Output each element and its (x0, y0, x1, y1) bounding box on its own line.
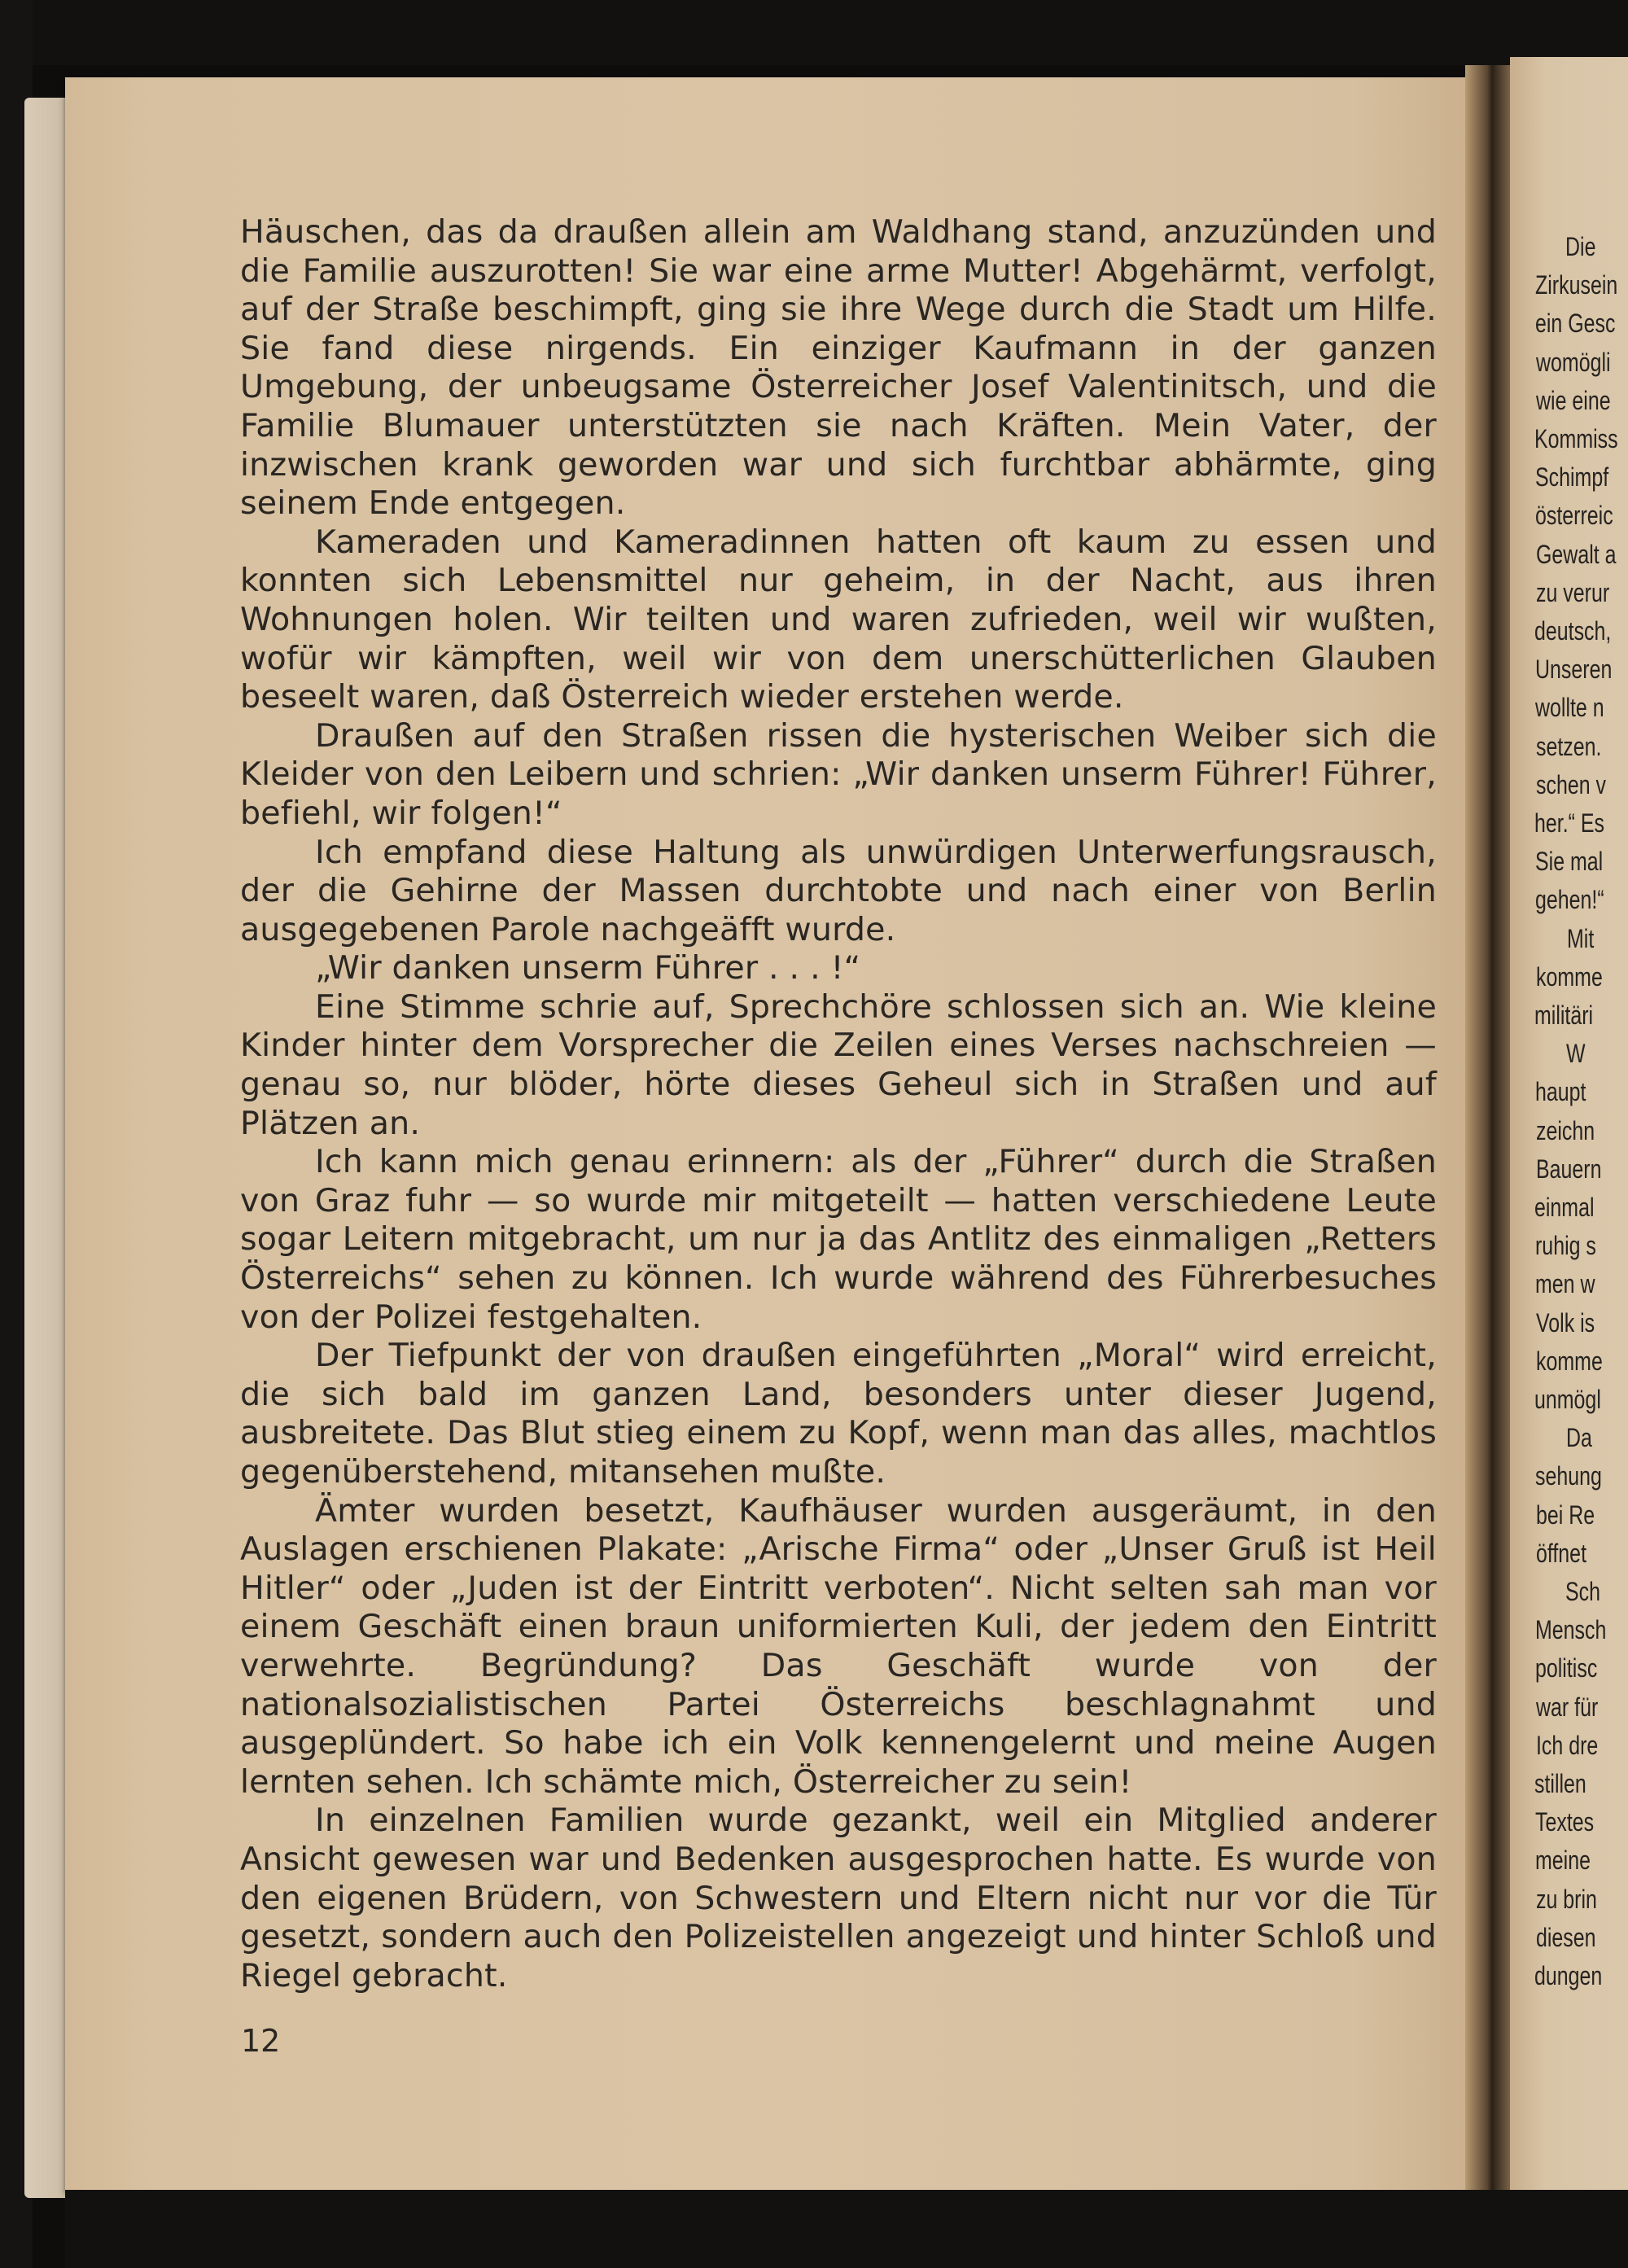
facing-page-line: politisc (1535, 1653, 1598, 1683)
facing-page-line: Mensch (1534, 1615, 1606, 1645)
paragraph: Eine Stimme schrie auf, Sprechchöre schlossen sich an. Wie kleine Kinder hinter dem Vorsprecher die Zeilen eines Verses nachschreien — genau so, nur blöder, hörte dieses Geheul sich in Straßen und auf Plätzen an. (240, 987, 1437, 1142)
paragraph: Der Tiefpunkt der von draußen eingeführten „Moral“ wird erreicht, die sich bald im ganzen Land, besonders unter dieser Jugend, ausbreitete. Das Blut stieg einem zu Kopf, wenn man das alles, machtlos gegenüberstehend, mitansehen mußte. (240, 1337, 1437, 1491)
paragraph: Häuschen, das da draußen allein am Waldhang stand, anzuzünden und die Familie auszurotten! Sie war eine arme Mutter! Abgehärmt, verfolgt, auf der Straße beschimpft, ging sie ihre Wege durch die Stadt um Hilfe. Sie fand diese nirgends. Ein einziger Kaufmann in der ganzen Umgebung, der unbeugsame Österreicher Josef Valentinitsch, und die Familie Blumauer unterstützten sie nach Kräften. Mein Vater, der inzwischen krank geworden war und sich furchtbar abhärmte, ging seinem Ende entgegen. (240, 213, 1437, 523)
page-text (240, 213, 1437, 1995)
facing-page-line: stillen (1534, 1769, 1586, 1798)
facing-page-line: zeichn (1535, 1115, 1595, 1145)
facing-page-line: komme (1536, 1346, 1604, 1376)
facing-page-line: schen v (1536, 769, 1607, 799)
facing-page-line: Kommiss (1534, 424, 1618, 453)
facing-page-line: komme (1536, 961, 1604, 992)
dark-background-top (0, 0, 1628, 65)
paragraph: Draußen auf den Straßen rissen die hysterischen Weiber sich die Kleider von den Leibern und schrien: „Wir danken unserm Führer! Führer, befiehl, wir folgen!“ (240, 716, 1437, 832)
facing-page-line: öffnet (1536, 1538, 1587, 1568)
facing-page-line: zu brin (1535, 1884, 1597, 1914)
facing-page-line: Sie mal (1534, 847, 1603, 877)
facing-page-line: war für (1535, 1692, 1599, 1722)
book-gutter (1465, 65, 1514, 2214)
facing-page-line: einmal (1534, 1193, 1595, 1222)
facing-page-line: Da (1565, 1423, 1592, 1453)
facing-page-text (1534, 232, 1628, 2104)
facing-page-line: womögli (1535, 347, 1611, 377)
facing-page-line: bei Re (1535, 1500, 1595, 1530)
facing-page-line: men w (1535, 1269, 1595, 1299)
facing-page-line: sehung (1535, 1461, 1603, 1491)
paragraph: In einzelnen Familien wurde gezankt, weil ein Mitglied anderer Ansicht gewesen war und Bedenken ausgesprochen hatte. Es wurde von den eigenen Brüdern, von Schwestern und Eltern nicht nur vor die Tür gesetzt, sondern auch den Polizeistellen angezeigt und hinter Schloß und Riegel gebracht. (240, 1802, 1437, 1994)
facing-page-line: wie eine (1536, 385, 1611, 415)
facing-page-line: österreic (1535, 501, 1613, 531)
facing-page-line: Zirkusein (1534, 270, 1617, 300)
facing-page-line: Die (1565, 232, 1596, 261)
facing-page-line: unmögl (1534, 1385, 1601, 1414)
facing-page-line: meine (1535, 1845, 1591, 1876)
facing-page-line: gehen!“ (1535, 885, 1604, 915)
facing-page-line: ein Gesc (1535, 309, 1616, 339)
facing-page-line: Bauern (1536, 1154, 1602, 1184)
facing-page-line: diesen (1536, 1922, 1596, 1952)
paragraph: Kameraden und Kameradinnen hatten oft kaum zu essen und konnten sich Lebensmittel nur geheim, in der Nacht, aus ihren Wohnungen holen. Wir teilten und waren zufrieden, weil wir wußten, wofür wir kämpften, weil wir von dem unerschütterlichen Glauben beseelt waren, daß Österreich wieder erstehen werde. (240, 523, 1437, 716)
paragraph: Ich kann mich genau erinnern: als der „Führer“ durch die Straßen von Graz fuhr — so wurde mir mitgeteilt — hatten verschiedene Leute sogar Leitern mitgebracht, um nur ja das Antlitz des einmaligen „Retters Österreichs“ sehen zu können. Ich wurde während des Führerbesuches von der Polizei festgehalten. (240, 1143, 1437, 1336)
facing-page-line: Gewalt a (1535, 539, 1617, 569)
paragraph: Ämter wurden besetzt, Kaufhäuser wurden ausgeräumt, in den Auslagen erschienen Plakate: „Arische Firma“ oder „Unser Gruß ist Heil Hitler“ oder „Juden ist der Eintritt verboten“. Nicht selten sah man vor einem Geschäft einen braun uniformierten Kuli, der jedem den Eintritt verwehrte. Begründung? Das Geschäft wurde von der nationalsozialistischen Partei Österreichs beschlagnahmt und ausgeplündert. So habe ich ein Volk kennengelernt und meine Augen lernten sehen. Ich schämte mich, Österreicher zu sein! (240, 1491, 1437, 1801)
facing-page-line: deutsch, (1534, 616, 1612, 646)
facing-page-line: Unseren (1534, 655, 1612, 685)
facing-page-line: W (1565, 1039, 1586, 1069)
facing-page-line: Schimpf (1534, 462, 1608, 493)
facing-page-line: her.“ Es (1534, 808, 1605, 838)
facing-page-line: Volk is (1535, 1307, 1595, 1338)
facing-page-line: militäri (1534, 1000, 1594, 1030)
facing-page-line: Ich dre (1536, 1730, 1599, 1760)
dark-background-bottom (65, 2190, 1628, 2268)
facing-page-line: zu verur (1536, 577, 1610, 607)
facing-page-line: haupt (1535, 1077, 1586, 1107)
facing-page-line: Textes (1534, 1807, 1594, 1837)
paragraph: „Wir danken unserm Führer . . . !“ (315, 949, 861, 987)
facing-page-line: wollte n (1535, 693, 1604, 723)
paragraph: Ich empfand diese Haltung als unwürdigen Unterwerfungsrausch, der die Gehirne der Massen durchtobte und nach einer von Berlin ausgegebenen Parole nachgeäfft wurde. (240, 833, 1437, 948)
facing-page-line: ruhig s (1534, 1231, 1596, 1261)
page-number: 12 (241, 2023, 281, 2059)
facing-page-line: Sch (1565, 1577, 1601, 1606)
facing-page-line: dungen (1534, 1961, 1603, 1990)
facing-page-line: Mit (1566, 923, 1595, 953)
facing-page-line: setzen. (1535, 731, 1602, 761)
